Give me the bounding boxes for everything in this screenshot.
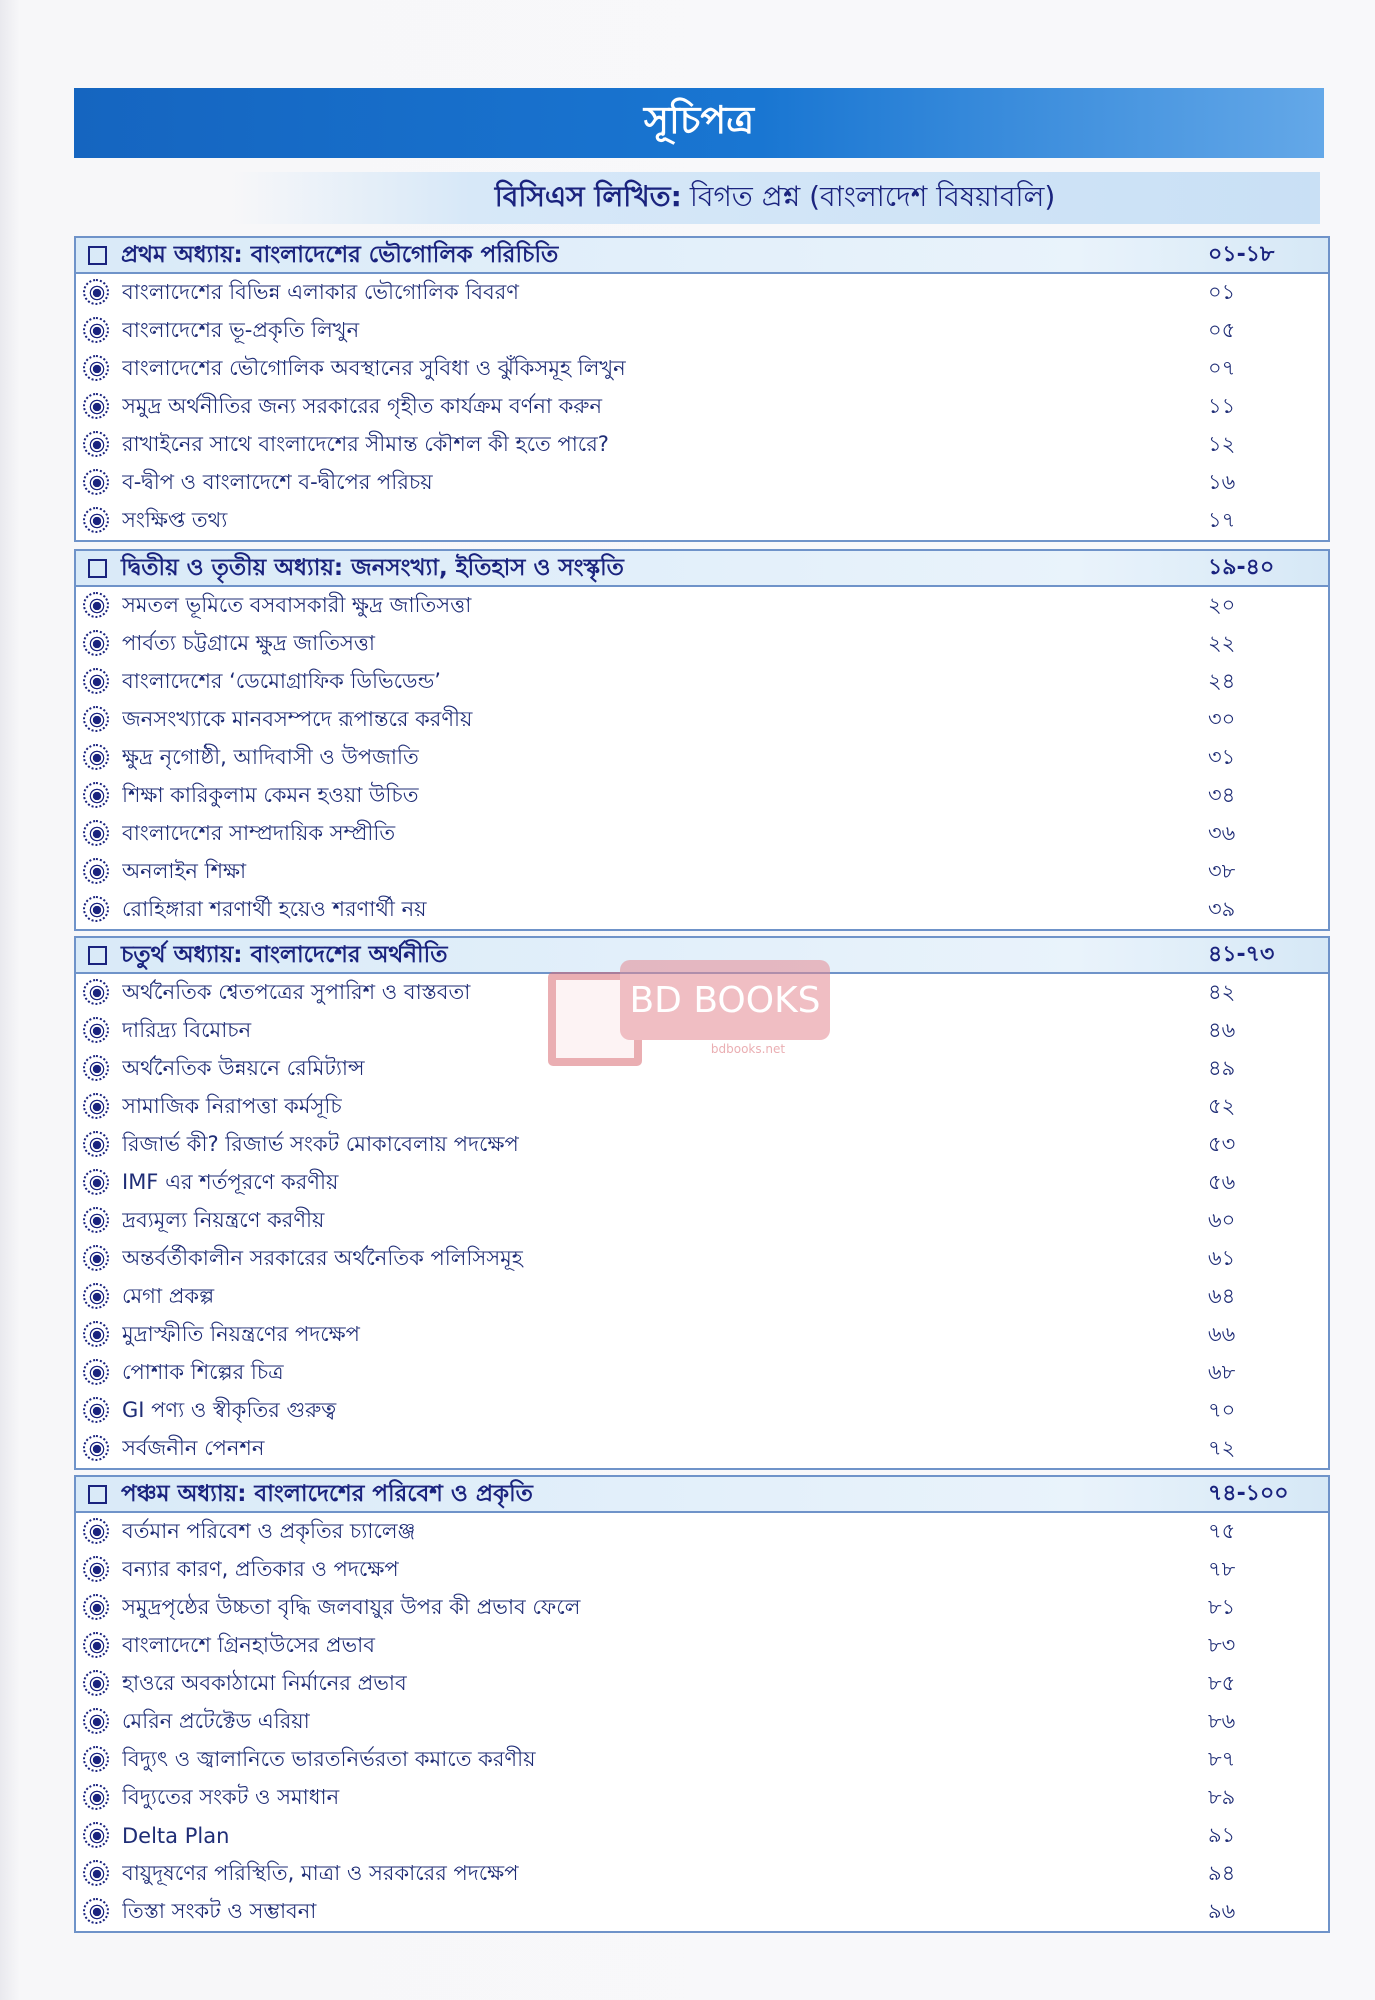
toc-item-title: মেগা প্রকল্প <box>122 1283 215 1308</box>
toc-item-title: অন্তর্বর্তীকালীন সরকারের অর্থনৈতিক পলিসিসমূহ <box>122 1245 523 1270</box>
checkbox-icon <box>88 559 107 578</box>
chapter-title: প্রথম অধ্যায়: বাংলাদেশের ভৌগোলিক পরিচিতি <box>121 241 559 268</box>
toc-item <box>76 663 1328 701</box>
sun-bullet-icon <box>88 1440 106 1458</box>
chapter-header <box>76 238 1328 274</box>
chapter-section <box>74 1475 1330 1933</box>
toc-item-title: বাংলাদেশের বিভিন্ন এলাকার ভৌগোলিক বিবরণ <box>122 279 519 304</box>
sun-bullet-icon <box>88 1212 106 1230</box>
toc-item <box>76 274 1328 312</box>
toc-item <box>76 1164 1328 1202</box>
toc-item-page: ৪২ <box>1208 979 1236 1004</box>
toc-item-title: দারিদ্র্য বিমোচন <box>122 1017 252 1042</box>
sun-bullet-icon <box>88 474 106 492</box>
chapter-title: দ্বিতীয় ও তৃতীয় অধ্যায়: জনসংখ্যা, ইতিহাস ও সংস্কৃতি <box>121 554 624 581</box>
toc-item-title: তিস্তা সংকট ও সম্ভাবনা <box>122 1898 317 1923</box>
toc-item <box>76 1012 1328 1050</box>
sun-bullet-icon <box>88 398 106 416</box>
toc-item-title: সর্বজনীন পেনশন <box>122 1435 265 1460</box>
toc-item-page: ৮৩ <box>1208 1632 1236 1657</box>
sun-bullet-icon <box>88 1865 106 1883</box>
chapter-header <box>76 938 1328 974</box>
chapter-title: পঞ্চম অধ্যায়: বাংলাদেশের পরিবেশ ও প্রকৃতি <box>121 1480 533 1507</box>
toc-item-title: হাওরে অবকাঠামো নির্মানের প্রভাব <box>122 1670 407 1695</box>
toc-item <box>76 1050 1328 1088</box>
toc-item <box>76 1202 1328 1240</box>
toc-item <box>76 1665 1328 1703</box>
subtitle-rest: বিগত প্রশ্ন (বাংলাদেশ বিষয়াবলি) <box>689 179 1056 213</box>
toc-item-page: ১৬ <box>1208 469 1236 494</box>
toc-item-page: ৭২ <box>1208 1435 1236 1460</box>
sun-bullet-icon <box>88 1060 106 1078</box>
toc-item <box>76 1126 1328 1164</box>
toc-item-page: ৯৪ <box>1208 1860 1236 1885</box>
sun-bullet-icon <box>88 1713 106 1731</box>
subtitle-bold: বিসিএস লিখিত: <box>494 179 682 213</box>
chapter-pages: ৪১-৭৩ <box>1208 941 1275 967</box>
sun-bullet-icon <box>88 436 106 454</box>
toc-item-page: ৫৬ <box>1208 1169 1236 1194</box>
toc-item-title: সামাজিক নিরাপত্তা কর্মসূচি <box>122 1093 342 1118</box>
sun-bullet-icon <box>88 901 106 919</box>
toc-item-page: ৩০ <box>1208 706 1236 731</box>
sun-bullet-icon <box>88 597 106 615</box>
sun-bullet-icon <box>88 787 106 805</box>
toc-item-page: ৬০ <box>1208 1207 1236 1232</box>
toc-item-title: অনলাইন শিক্ষা <box>122 858 247 883</box>
toc-item-title: বায়ুদূষণের পরিস্থিতি, মাত্রা ও সরকারের পদক্ষেপ <box>122 1860 519 1885</box>
sun-bullet-icon <box>88 984 106 1002</box>
toc-item-title: অর্থনৈতিক শ্বেতপত্রের সুপারিশ ও বাস্তবতা <box>122 979 471 1004</box>
toc-item-title: সমুদ্রপৃষ্ঠের উচ্চতা বৃদ্ধি জলবায়ুর উপর কী প্রভাব ফেলে <box>122 1594 581 1619</box>
toc-item-title: বিদ্যুৎ ও জ্বালানিতে ভারতনির্ভরতা কমাতে করণীয় <box>122 1746 536 1771</box>
toc-item <box>76 1551 1328 1589</box>
sun-bullet-icon <box>88 1523 106 1541</box>
toc-item <box>76 312 1328 350</box>
toc-item-title: সংক্ষিপ্ত তথ্য <box>122 507 228 532</box>
sun-bullet-icon <box>88 1250 106 1268</box>
sun-bullet-icon <box>88 1364 106 1382</box>
toc-item-title: বাংলাদেশের ভূ-প্রকৃতি লিখুন <box>122 317 360 342</box>
toc-item-page: ৬১ <box>1208 1245 1236 1270</box>
toc-item-page: ২২ <box>1208 630 1236 655</box>
sun-bullet-icon <box>88 1288 106 1306</box>
toc-item <box>76 1779 1328 1817</box>
toc-item <box>76 1627 1328 1665</box>
toc-item-title: সমুদ্র অর্থনীতির জন্য সরকারের গৃহীত কার্যক্রম বর্ণনা করুন <box>122 393 603 418</box>
toc-item-page: ২০ <box>1208 592 1236 617</box>
toc-item-title: জনসংখ্যাকে মানবসম্পদে রূপান্তরে করণীয় <box>122 706 473 731</box>
sun-bullet-icon <box>88 1675 106 1693</box>
toc-item <box>76 502 1328 540</box>
sun-bullet-icon <box>88 1751 106 1769</box>
toc-item-page: ৫২ <box>1208 1093 1236 1118</box>
toc-item-page: ৩১ <box>1208 744 1236 769</box>
toc-item-title: অর্থনৈতিক উন্নয়নে রেমিট্যান্স <box>122 1055 365 1080</box>
toc-item <box>76 1855 1328 1893</box>
sun-bullet-icon <box>88 284 106 302</box>
toc-item <box>76 388 1328 426</box>
subtitle <box>230 172 1320 224</box>
toc-item-page: ৩৬ <box>1208 820 1236 845</box>
toc-item-page: ৮৯ <box>1208 1784 1236 1809</box>
toc-item-title: পার্বত্য চট্টগ্রামে ক্ষুদ্র জাতিসত্তা <box>122 630 375 655</box>
sun-bullet-icon <box>88 673 106 691</box>
toc-item-title: বর্তমান পরিবেশ ও প্রকৃতির চ্যালেঞ্জ <box>122 1518 416 1543</box>
toc-item <box>76 350 1328 388</box>
toc-item-page: ১১ <box>1208 393 1236 418</box>
toc-item-page: ৭০ <box>1208 1397 1236 1422</box>
toc-item <box>76 701 1328 739</box>
sun-bullet-icon <box>88 1599 106 1617</box>
sun-bullet-icon <box>88 1022 106 1040</box>
toc-item <box>76 1430 1328 1468</box>
toc-item-page: ০১ <box>1208 279 1236 304</box>
toc-item-title: ব-দ্বীপ ও বাংলাদেশে ব-দ্বীপের পরিচয় <box>122 469 433 494</box>
toc-item <box>76 853 1328 891</box>
toc-item-page: ৬৮ <box>1208 1359 1236 1384</box>
toc-item <box>76 1703 1328 1741</box>
sun-bullet-icon <box>88 863 106 881</box>
toc-item-title: রোহিঙ্গারা শরণার্থী হয়েও শরণার্থী নয় <box>122 896 427 921</box>
toc-item-title: শিক্ষা কারিকুলাম কেমন হওয়া উচিত <box>122 782 419 807</box>
sun-bullet-icon <box>88 1789 106 1807</box>
sun-bullet-icon <box>88 1136 106 1154</box>
sun-bullet-icon <box>88 322 106 340</box>
toc-item-page: ১২ <box>1208 431 1236 456</box>
chapter-header <box>76 1477 1328 1513</box>
toc-item-page: ১৭ <box>1208 507 1236 532</box>
toc-item <box>76 974 1328 1012</box>
toc-item-page: ০৫ <box>1208 317 1236 342</box>
toc-item <box>76 587 1328 625</box>
toc-item <box>76 1278 1328 1316</box>
checkbox-icon <box>88 246 107 265</box>
toc-item-title: ক্ষুদ্র নৃগোষ্ঠী, আদিবাসী ও উপজাতি <box>122 744 419 769</box>
toc-item-title: বাংলাদেশের ‘ডেমোগ্রাফিক ডিভিডেন্ড’ <box>122 668 441 693</box>
sun-bullet-icon <box>88 711 106 729</box>
toc-item-title: Delta Plan <box>122 1824 230 1848</box>
toc-item-page: ৮৬ <box>1208 1708 1236 1733</box>
page-title: সূচিপত্র <box>74 88 1324 158</box>
toc-item-page: ৯১ <box>1208 1822 1236 1847</box>
toc-item <box>76 464 1328 502</box>
toc-item <box>76 891 1328 929</box>
toc-item <box>76 1316 1328 1354</box>
chapter-pages: ৭৪-১০০ <box>1208 1480 1289 1506</box>
sun-bullet-icon <box>88 1827 106 1845</box>
toc-item <box>76 1392 1328 1430</box>
toc-item-page: ৩৪ <box>1208 782 1236 807</box>
toc-item-title: সমতল ভূমিতে বসবাসকারী ক্ষুদ্র জাতিসত্তা <box>122 592 472 617</box>
sun-bullet-icon <box>88 635 106 653</box>
checkbox-icon <box>88 946 107 965</box>
sun-bullet-icon <box>88 512 106 530</box>
toc-item-title: GI পণ্য ও স্বীকৃতির গুরুত্ব <box>122 1397 337 1422</box>
chapter-pages: ১৯-৪০ <box>1208 554 1275 580</box>
toc-item <box>76 1741 1328 1779</box>
toc-item-page: ৪৬ <box>1208 1017 1236 1042</box>
toc-item-page: ৮৫ <box>1208 1670 1236 1695</box>
sun-bullet-icon <box>88 1098 106 1116</box>
toc-item-title: IMF এর শর্তপূরণে করণীয় <box>122 1169 339 1194</box>
sun-bullet-icon <box>88 1402 106 1420</box>
toc-item-title: বাংলাদেশে গ্রিনহাউসের প্রভাব <box>122 1632 375 1657</box>
toc-item-title: দ্রব্যমূল্য নিয়ন্ত্রণে করণীয় <box>122 1207 325 1232</box>
toc-item <box>76 1893 1328 1931</box>
toc-item-page: ৬৪ <box>1208 1283 1236 1308</box>
toc-item <box>76 1088 1328 1126</box>
toc-item <box>76 625 1328 663</box>
checkbox-icon <box>88 1485 107 1504</box>
toc-item-title: মুদ্রাস্ফীতি নিয়ন্ত্রণের পদক্ষেপ <box>122 1321 360 1346</box>
toc-item <box>76 739 1328 777</box>
toc-item <box>76 1513 1328 1551</box>
toc-item-title: বিদ্যুতের সংকট ও সমাধান <box>122 1784 340 1809</box>
chapter-section <box>74 236 1330 542</box>
toc-item-page: ৭৫ <box>1208 1518 1236 1543</box>
sun-bullet-icon <box>88 1326 106 1344</box>
sun-bullet-icon <box>88 1903 106 1921</box>
watermark-url: bdbooks.net <box>710 1042 786 1056</box>
toc-item-title: রাখাইনের সাথে বাংলাদেশের সীমান্ত কৌশল কী হতে পারে? <box>122 431 609 456</box>
toc-item-title: বাংলাদেশের ভৌগোলিক অবস্থানের সুবিধা ও ঝুঁকিসমূহ লিখুন <box>122 355 626 380</box>
toc-item-page: ২৪ <box>1208 668 1236 693</box>
toc-item-page: ৭৮ <box>1208 1556 1236 1581</box>
chapter-title: চতুর্থ অধ্যায়: বাংলাদেশের অর্থনীতি <box>121 941 448 968</box>
toc-item-page: ৬৬ <box>1208 1321 1236 1346</box>
toc-item-title: রিজার্ভ কী? রিজার্ভ সংকট মোকাবেলায় পদক্ষেপ <box>122 1131 519 1156</box>
sun-bullet-icon <box>88 1561 106 1579</box>
sun-bullet-icon <box>88 749 106 767</box>
toc-item <box>76 1589 1328 1627</box>
chapter-section <box>74 936 1330 1470</box>
toc-item <box>76 777 1328 815</box>
toc-item-title: বন্যার কারণ, প্রতিকার ও পদক্ষেপ <box>122 1556 399 1581</box>
chapter-section <box>74 549 1330 931</box>
sun-bullet-icon <box>88 825 106 843</box>
toc-item <box>76 1240 1328 1278</box>
toc-item-page: ৩৯ <box>1208 896 1236 921</box>
toc-item <box>76 1817 1328 1855</box>
toc-item-page: ৫৩ <box>1208 1131 1236 1156</box>
watermark-text: BD BOOKS <box>620 960 830 1040</box>
sun-bullet-icon <box>88 1637 106 1655</box>
toc-item-title: বাংলাদেশের সাম্প্রদায়িক সম্প্রীতি <box>122 820 396 845</box>
toc-item-title: পোশাক শিল্পের চিত্র <box>122 1359 284 1384</box>
toc-item-page: ০৭ <box>1208 355 1236 380</box>
toc-item-title: মেরিন প্রটেক্টেড এরিয়া <box>122 1708 310 1733</box>
toc-item <box>76 1354 1328 1392</box>
sun-bullet-icon <box>88 360 106 378</box>
toc-item-page: ৩৮ <box>1208 858 1236 883</box>
chapter-pages: ০১-১৮ <box>1208 241 1275 267</box>
toc-item-page: ৯৬ <box>1208 1898 1236 1923</box>
chapter-header <box>76 551 1328 587</box>
toc-item-page: ৮১ <box>1208 1594 1236 1619</box>
toc-item-page: ৪৯ <box>1208 1055 1236 1080</box>
toc-item-page: ৮৭ <box>1208 1746 1236 1771</box>
sun-bullet-icon <box>88 1174 106 1192</box>
toc-item <box>76 815 1328 853</box>
toc-item <box>76 426 1328 464</box>
